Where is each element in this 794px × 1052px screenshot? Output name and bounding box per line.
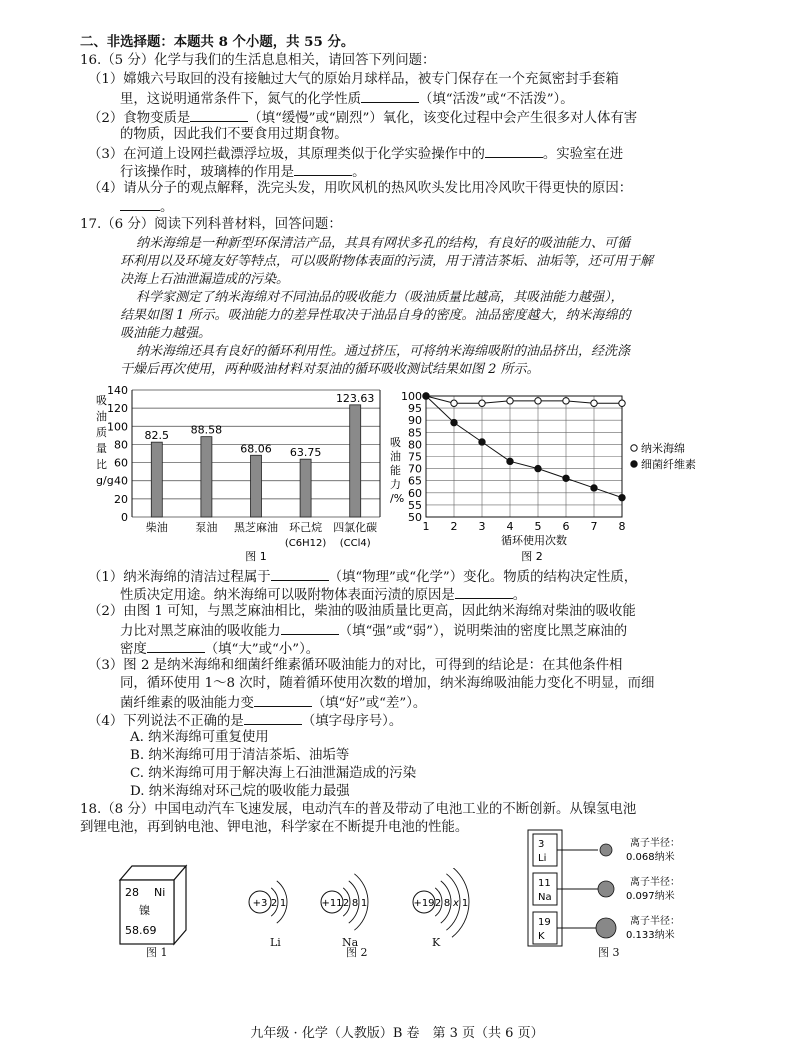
data-point: [423, 393, 429, 399]
data-point: [479, 439, 485, 445]
nucleus-charge: +3: [252, 898, 268, 909]
data-point: [563, 475, 569, 481]
atom-label-k: K: [432, 936, 441, 949]
x-tick-label: 8: [618, 520, 626, 533]
y-tick-label: 60: [408, 486, 422, 500]
q17-2-line3: [120, 639, 319, 659]
q17-3-line2: 同，循环使用 1～8 次时，随着循环使用次数的增加，纳米海绵吸油能力变化不明显，而细: [120, 676, 655, 691]
legend-marker: [631, 461, 637, 467]
data-point: [479, 400, 485, 406]
q16-4-line1: （4）请从分子的观点解释，洗完头发，用吹风机的热风吹头发比用冷风吹干得更快的原因：: [88, 181, 633, 196]
y-tick-label: 60: [114, 456, 128, 470]
legend-marker: [631, 445, 637, 451]
y-tick-label: 50: [408, 511, 422, 524]
x-tick-label: 4: [506, 520, 514, 533]
ion-circle: [600, 844, 612, 856]
answer-blank[interactable]: [361, 89, 419, 103]
element-symbol: K: [538, 931, 545, 942]
bar: [251, 455, 262, 517]
q16-3-line2: [120, 162, 365, 182]
series-line: [426, 396, 622, 498]
data-point: [591, 400, 597, 406]
q17-2-line2: [120, 621, 627, 641]
y-tick-label: 65: [408, 474, 422, 488]
y-axis-label: 吸: [390, 436, 401, 449]
y-tick-label: 85: [408, 426, 422, 440]
data-point: [451, 400, 457, 406]
text: （填“好”或“差”）。: [311, 696, 427, 711]
electron-count: x: [453, 898, 459, 909]
bar-value-label: 68.06: [240, 442, 272, 456]
answer-blank[interactable]: [190, 108, 248, 122]
bar: [300, 459, 311, 517]
electron-count: 1: [279, 898, 287, 909]
y-tick-label: 75: [408, 450, 422, 464]
q17-stem: 17.（6 分）阅读下列科普材料，回答问题：: [80, 217, 342, 232]
ion-circle: [598, 881, 614, 897]
text: 。: [160, 200, 174, 215]
q16-4-line2: [120, 197, 173, 217]
x-tick-label: 7: [590, 520, 598, 533]
data-point: [619, 400, 625, 406]
text: （3）在河道上设网拦截漂浮垃圾，其原理类似于化学实验操作中的: [88, 147, 485, 162]
y-tick-label: 90: [408, 414, 422, 428]
text: 行该操作时，玻璃棒的作用是: [120, 165, 295, 180]
y-tick-label: 20: [114, 492, 128, 506]
y-axis-label: 比: [96, 458, 107, 471]
figure-caption: 图 1: [245, 550, 267, 563]
atom-label-li: Li: [270, 936, 281, 949]
y-tick-label: 70: [408, 462, 422, 476]
text: （填“活泼”或“不活泼”）。: [419, 92, 574, 107]
y-tick-label: 100: [401, 390, 422, 403]
answer-blank[interactable]: [455, 585, 513, 599]
page-footer: 九年级 · 化学（人教版）B 卷 第 3 页（共 6 页）: [250, 1026, 544, 1041]
data-point: [619, 494, 625, 500]
text: 里，这说明通常条件下，氮气的化学性质: [120, 92, 362, 107]
text: 密度: [120, 642, 147, 657]
ion-circle: [596, 918, 616, 938]
text: （填“强”或“弱”），说明柴油的密度比黑芝麻油的: [338, 624, 628, 639]
ion-radius-label: 离子半径：: [630, 838, 680, 849]
electron-count: 8: [443, 898, 451, 909]
text: 。: [352, 165, 366, 180]
text: 菌纤维素的吸油能力变: [120, 696, 254, 711]
bar: [350, 405, 361, 517]
bar-value-label: 88.58: [190, 423, 223, 437]
x-tick-label: 2: [450, 520, 458, 533]
q18-stem-line1: 18.（8 分）中国电动汽车飞速发展，电动汽车的普及带动了电池工业的不断创新。从镍氢电池: [80, 802, 637, 817]
x-subcategory-label: (C6H12): [284, 538, 327, 549]
answer-blank[interactable]: [281, 621, 339, 635]
q18-figure1-caption: 图 1: [146, 946, 168, 959]
data-point: [507, 458, 513, 464]
text: （填“大”或“小”）。: [204, 642, 320, 657]
electron-count: 2: [270, 898, 278, 909]
y-tick-label: 80: [114, 438, 128, 452]
data-point: [451, 419, 457, 425]
x-tick-label: 3: [478, 520, 486, 533]
x-tick-label: 5: [534, 520, 542, 533]
y-tick-label: 0: [121, 511, 128, 524]
q17-option-a: A. 纳米海绵可重复使用: [130, 730, 269, 745]
data-point: [591, 485, 597, 491]
element-symbol: Li: [538, 853, 547, 864]
answer-blank[interactable]: [147, 639, 205, 653]
electron-count: 1: [360, 898, 368, 909]
text: 力比对黑芝麻油的吸收能力: [120, 624, 281, 639]
ion-radius-label: 离子半径：: [630, 877, 680, 888]
figure1-bar-chart: [88, 380, 388, 565]
answer-blank[interactable]: [244, 711, 302, 725]
text: （填“物理”或“化学”）变化。物质的结构决定性质，: [328, 570, 638, 585]
x-tick-label: 6: [562, 520, 570, 533]
answer-blank[interactable]: [271, 567, 329, 581]
q17-1-line1: [88, 567, 637, 587]
element-name: 镍: [139, 904, 150, 917]
q17-reading-p3-l2: 干燥后再次使用，两种吸油材料对泵油的循环吸收测试结果如图 2 所示。: [120, 362, 540, 377]
q18-stem-line2: 到锂电池，再到钠电池、钾电池，科学家在不断提升电池的性能。: [80, 820, 469, 835]
y-axis-label: 量: [96, 442, 107, 455]
q17-1-line2: [120, 585, 526, 605]
text: （2）食物变质是: [88, 111, 191, 126]
legend-label: 纳米海绵: [641, 442, 685, 455]
section-title: 二、非选择题：本题共 8 个小题，共 55 分。: [80, 34, 355, 50]
element-number: 11: [538, 878, 551, 889]
q17-reading-p1-l1: 纳米海绵是一种新型环保清洁产品，其具有网状多孔的结构，有良好的吸油能力、可循: [136, 236, 631, 251]
element-symbol: Ni: [154, 886, 166, 899]
y-axis-label: 吸: [96, 394, 107, 407]
q16-3-line1: [88, 144, 623, 164]
text: （填字母序号）。: [301, 714, 403, 729]
text: （1）纳米海绵的清洁过程属于: [88, 570, 271, 585]
element-number: 28: [125, 886, 139, 899]
x-axis-label: 循环使用次数: [501, 534, 567, 547]
x-category-label: 柴油: [145, 521, 168, 534]
q18-figure1-nickel-cell: [112, 858, 202, 956]
figure2-line-chart: [386, 380, 716, 565]
q17-reading-p2-l3: 吸油能力越强。: [120, 326, 212, 341]
electron-count: 2: [434, 898, 442, 909]
data-point: [535, 398, 541, 404]
q17-option-c: C. 纳米海绵可用于解决海上石油泄漏造成的污染: [130, 766, 417, 781]
x-category-label: 四氯化碳: [333, 521, 378, 534]
q17-reading-p3-l1: 纳米海绵还具有良好的循环利用性。通过挤压，可将纳米海绵吸附的油品挤出，经洗涤: [136, 344, 631, 359]
ion-radius-value: 0.097纳米: [626, 891, 675, 902]
x-category-label: 泵油: [195, 521, 218, 534]
text: （4）下列说法不正确的是: [88, 714, 244, 729]
electron-count: 8: [351, 898, 359, 909]
bar-value-label: 123.63: [335, 391, 375, 405]
q18-figure3-caption: 图 3: [598, 946, 620, 959]
q17-option-d: D. 纳米海绵对环己烷的吸收能力最强: [130, 784, 350, 799]
text: （填“缓慢”或“剧烈”）氧化，该变化过程中会产生很多对人体有害: [248, 111, 638, 126]
data-point: [535, 465, 541, 471]
q16-1-line1: （1）嫦娥六号取回的没有接触过大气的原始月球样品，被专门保存在一个充氮密封手套箱: [88, 72, 619, 87]
answer-blank[interactable]: [294, 162, 352, 176]
y-tick-label: 55: [408, 498, 422, 512]
y-tick-label: 140: [107, 384, 128, 397]
q16-1-line2: [120, 89, 574, 109]
y-tick-label: 120: [107, 402, 128, 416]
ion-radius-value: 0.133纳米: [626, 930, 675, 941]
q17-2-line1: （2）由图 1 可知，与黑芝麻油相比，柴油的吸油质量比更高，因此纳米海绵对柴油的吸收能: [88, 604, 636, 619]
q17-reading-p1-l2: 环利用以及环境友好等特点，可以吸附物体表面的污渍，用于清洁茶垢、油垢等，还可用于解: [120, 254, 654, 269]
x-subcategory-label: (CCl4): [339, 538, 371, 549]
bar-value-label: 82.5: [144, 429, 170, 443]
y-axis-label: 能: [390, 464, 401, 477]
bar-value-label: 63.75: [289, 446, 322, 460]
ion-radius-value: 0.068纳米: [626, 852, 675, 863]
y-axis-label: 油: [390, 450, 401, 463]
x-category-label: 环己烷: [289, 521, 323, 534]
bar: [151, 442, 162, 517]
atom-label-na: Na: [342, 936, 359, 949]
element-symbol: Na: [538, 892, 552, 903]
q17-reading-p1-l3: 决海上石油泄漏造成的污染。: [120, 272, 290, 287]
y-tick-label: 95: [408, 402, 422, 416]
x-tick-label: 1: [422, 520, 430, 533]
figure-caption: 图 2: [521, 550, 543, 563]
q17-4-line1: [88, 711, 402, 731]
element-number: 19: [538, 917, 551, 928]
answer-blank[interactable]: [120, 197, 160, 211]
q18-figure3-ionic-radius: [526, 826, 726, 950]
answer-blank[interactable]: [485, 144, 543, 158]
legend-label: 细菌纤维素: [641, 458, 696, 471]
text: 。实验室在进: [542, 147, 624, 162]
q17-reading-p2-l2: 结果如图 1 所示。吸油能力的差异性取决于油品自身的密度。油品密度越大，纳米海绵的: [120, 308, 631, 323]
x-category-label: 黑芝麻油: [234, 521, 278, 534]
q17-3-line3: [120, 693, 426, 713]
element-number: 3: [538, 839, 545, 850]
y-axis-label: 油: [96, 410, 107, 423]
q16-stem: 16.（5 分）化学与我们的生活息息相关，请回答下列问题：: [80, 53, 436, 68]
electron-count: 1: [461, 898, 469, 909]
element-mass: 58.69: [125, 924, 157, 937]
y-tick-label: 100: [107, 420, 128, 434]
q17-3-line1: （3）图 2 是纳米海绵和细菌纤维素循环吸油能力的对比，可得到的结论是：在其他条件相: [88, 658, 623, 673]
y-axis-label: 力: [390, 478, 401, 491]
y-axis-label: 质: [96, 426, 107, 439]
q18-figure2-atomic-structures: [238, 868, 498, 944]
data-point: [507, 398, 513, 404]
nucleus-charge: +11: [321, 898, 343, 909]
y-axis-label: g/g: [96, 474, 114, 487]
q16-2-line1: [88, 108, 637, 128]
q16-2-line2: 的物质，因此我们不要食用过期食物。: [120, 127, 348, 142]
y-tick-label: 40: [114, 474, 128, 488]
data-point: [563, 398, 569, 404]
y-axis-label: /%: [390, 492, 405, 505]
q18-figure2-caption: 图 2: [346, 946, 368, 959]
answer-blank[interactable]: [254, 693, 312, 707]
text: 性质决定用途。纳米海绵可以吸附物体表面污渍的原因是: [120, 588, 455, 603]
y-tick-label: 80: [408, 438, 422, 452]
q17-option-b: B. 纳米海绵可用于清洁茶垢、油垢等: [130, 748, 350, 763]
nucleus-charge: +19: [413, 898, 435, 909]
bar: [201, 437, 212, 517]
q17-reading-p2-l1: 科学家测定了纳米海绵对不同油品的吸收能力（吸油质量比越高，其吸油能力越强），: [136, 290, 624, 305]
electron-count: 2: [342, 898, 350, 909]
ion-radius-label: 离子半径：: [630, 916, 680, 927]
text: 。: [512, 588, 527, 603]
